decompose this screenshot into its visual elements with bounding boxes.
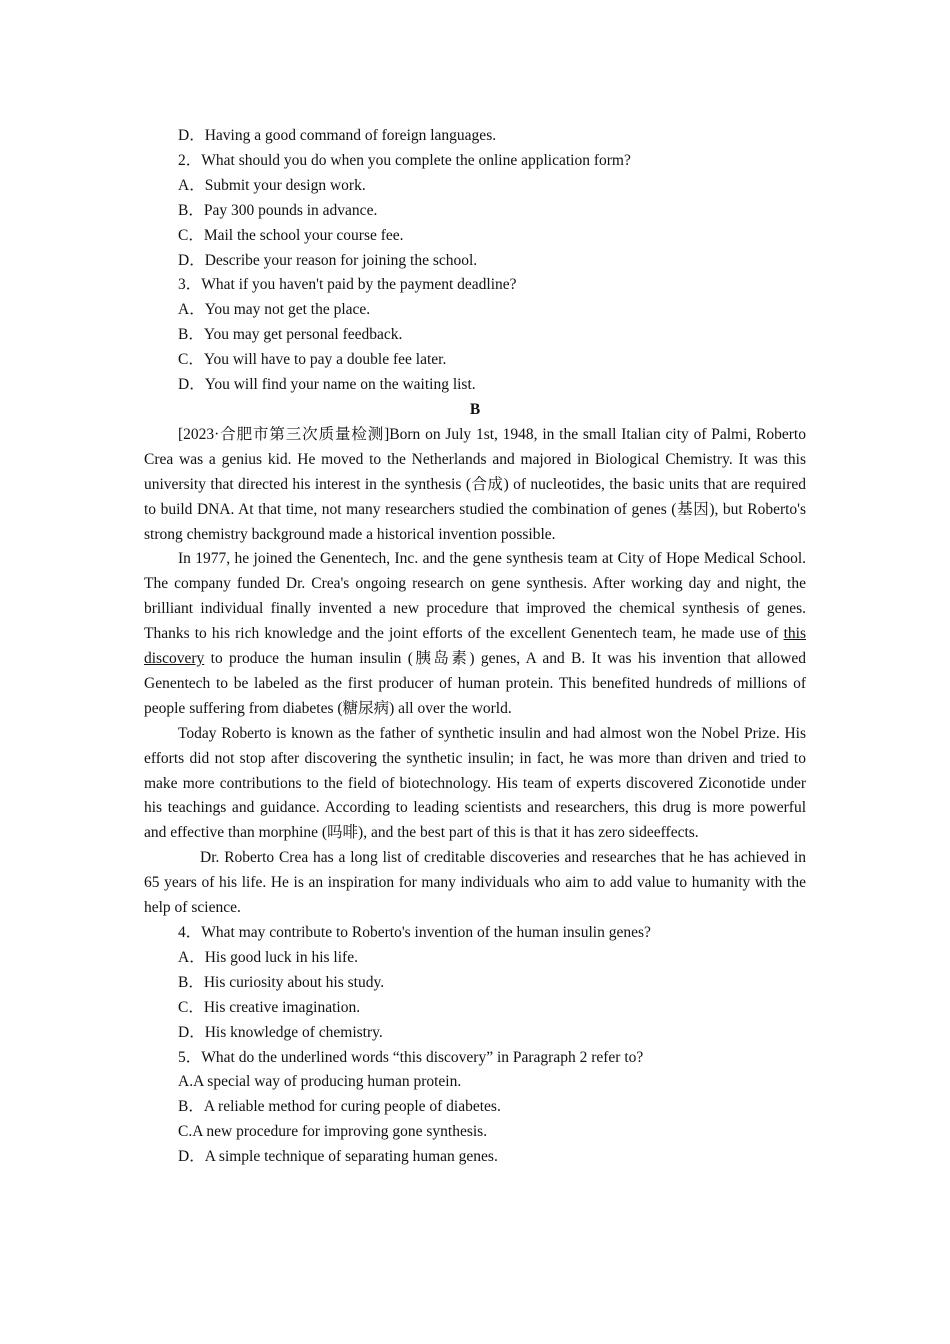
q1-option-d: D．Having a good command of foreign languages. (178, 127, 497, 144)
q2-option-b: B．Pay 300 pounds in advance. (178, 201, 378, 219)
q4-stem: 4．What may contribute to Roberto's invention of the human insulin genes? (178, 924, 651, 941)
q4-option-b: B．His curiosity about his study. (178, 973, 385, 991)
q4-option-c: C．His creative imagination. (178, 998, 361, 1016)
q5-option-d: D．A simple technique of separating human genes. (178, 1148, 498, 1166)
document-page (144, 124, 806, 1170)
q5-option-a: A.A special way of producing human protein. (178, 1073, 462, 1091)
q3-option-c: C．You will have to pay a double fee later. (178, 351, 447, 369)
q2-stem: 2．What should you do when you complete the online application form? (178, 151, 631, 169)
q3-option-d: D．You will find your name on the waiting list. (178, 376, 476, 394)
q3-option-a: A．You may not get the place. (178, 301, 371, 319)
paragraph-2-text-after: to produce the human insulin (胰岛素) genes, A and B. It was his invention that allowed Genentech to be labeled as the first producer of human protein. This benefited hundreds of millions of people suffering from diabetes (糖尿病) all over the world. (144, 650, 806, 717)
paragraph-2-text-before: In 1977, he joined the Genentech, Inc. and the gene synthesis team at City of Hope Medical School. The company funded Dr. Crea's ongoing research on gene synthesis. After working day and night, the brilliant individual finally invented a new procedure that improved the chemical synthesis of genes. Thanks to his rich knowledge and the joint efforts of the excellent Genentech team, he made use of (144, 550, 806, 643)
q3-stem: 3．What if you haven't paid by the payment deadline? (178, 276, 517, 294)
passage-paragraph-2 (144, 547, 806, 721)
q2-option-c: C．Mail the school your course fee. (178, 226, 404, 244)
q3-option-b: B．You may get personal feedback. (178, 326, 403, 344)
q4-option-a: A．His good luck in his life. (178, 948, 358, 966)
q5-option-b: B．A reliable method for curing people of diabetes. (178, 1098, 501, 1116)
q4-option-d: D．His knowledge of chemistry. (178, 1023, 383, 1041)
passage-paragraph-1: [2023·合肥市第三次质量检测]Born on July 1st, 1948, in the small Italian city of Palmi, Roberto Crea was a genius kid. He moved to the Netherlands and majored in Biological Chemistry. It was this university that directed his interest in the synthesis (合成) of nucleotides, the basic units that are required to build DNA. At that time, not many researchers studied the combination of genes (基因), but Roberto's strong chemistry background made a historical invention possible. (144, 425, 806, 543)
q2-option-d: D．Describe your reason for joining the school. (178, 251, 478, 269)
q5-option-c: C.A new procedure for improving gone synthesis. (178, 1123, 488, 1141)
section-b-heading: B (469, 400, 481, 418)
passage-paragraph-3: Today Roberto is known as the father of synthetic insulin and had almost won the Nobel Prize. His efforts did not stop after discovering the synthetic insulin; in fact, he was more than driven and tried to make more contributions to the field of biotechnology. His team of experts discovered Ziconotide under his teachings and guidance. According to leading scientists and researchers, this drug is more powerful and effective than morphine (吗啡), and the best part of this is that it has zero sideeffects. (144, 724, 806, 842)
q2-option-a: A．Submit your design work. (178, 176, 366, 194)
passage-paragraph-4: Dr. Roberto Crea has a long list of creditable discoveries and researches that he has achieved in 65 years of his life. He is an inspiration for many individuals who aim to add value to humanity with the help of science. (144, 849, 806, 917)
q5-stem: 5．What do the underlined words “this discovery” in Paragraph 2 refer to? (178, 1048, 644, 1066)
underlined-phrase: this discovery (144, 625, 806, 668)
